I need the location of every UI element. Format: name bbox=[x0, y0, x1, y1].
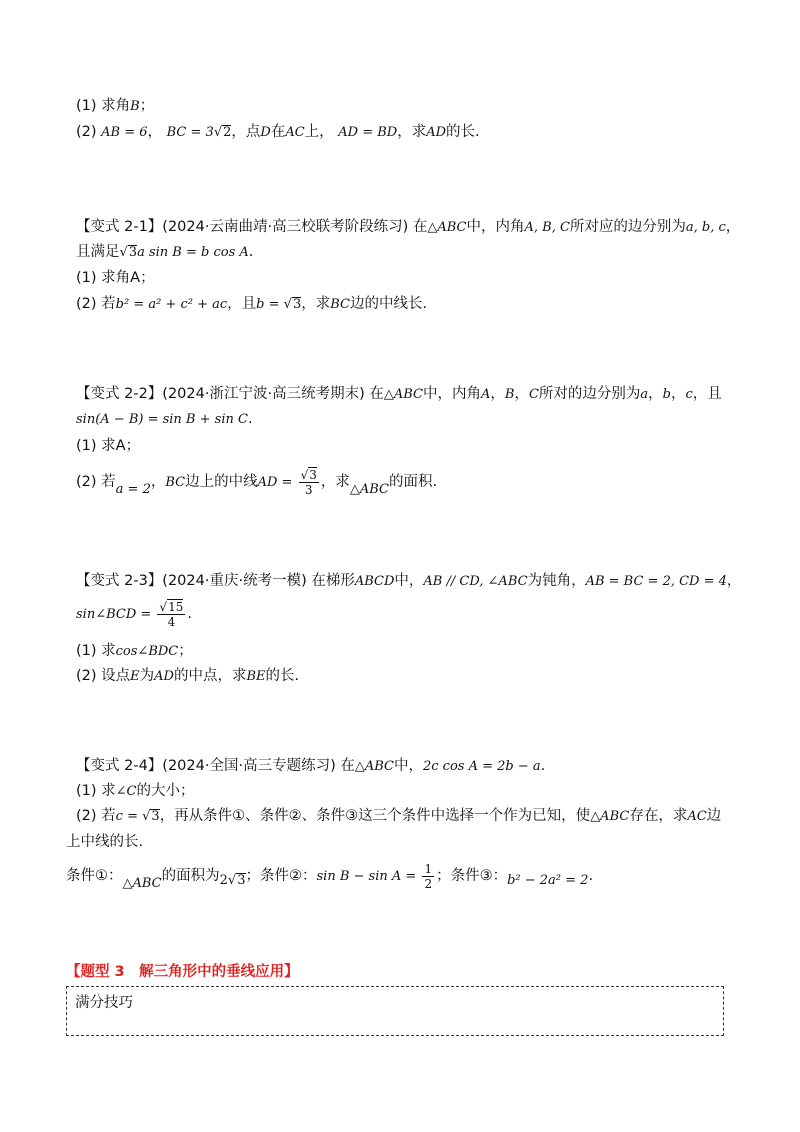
math-var: a bbox=[640, 387, 649, 402]
text: (1) 求 bbox=[76, 643, 116, 659]
v22-line2 bbox=[76, 409, 253, 430]
fraction bbox=[157, 599, 185, 629]
math-expr: sin B − sin A = bbox=[316, 869, 421, 884]
text: . bbox=[247, 411, 253, 427]
sqrt-sign: √ bbox=[159, 600, 168, 614]
v24-q2 bbox=[76, 806, 721, 827]
math-expr: sin∠BCD = bbox=[76, 607, 156, 622]
text: ，求 bbox=[301, 296, 331, 312]
v23-q2 bbox=[76, 666, 299, 687]
math-expr: △ABC bbox=[383, 387, 423, 402]
text: ， bbox=[490, 386, 505, 402]
math-expr: 2 bbox=[219, 873, 228, 888]
problem-top-q1 bbox=[76, 96, 154, 117]
source-text: (2024·浙江宁波·高三统考期末) bbox=[162, 386, 365, 402]
fraction-numerator: 1 bbox=[424, 861, 433, 876]
text: 在 bbox=[270, 124, 286, 140]
text: . bbox=[248, 244, 254, 260]
math-expr: a sin B = b cos A bbox=[137, 245, 249, 260]
text: (2) 设点 bbox=[76, 668, 131, 684]
math-var: BC bbox=[165, 475, 186, 490]
v24-q2-line2: 上中线的长. bbox=[66, 834, 144, 850]
text: 中，内角 bbox=[422, 386, 481, 402]
text: ； bbox=[139, 98, 155, 114]
sqrt-sign: √ bbox=[119, 245, 128, 260]
math-var: E bbox=[130, 669, 140, 684]
math-expr: AB = 6 bbox=[101, 125, 148, 140]
sqrt-radicand: 3 bbox=[151, 809, 160, 824]
source-text: (2024·全国·高三专题练习) bbox=[162, 758, 336, 774]
math-expr: AB = BC = 2, CD = 4 bbox=[585, 574, 727, 589]
math-expr: △ABC bbox=[349, 482, 389, 497]
sqrt-radicand: 3 bbox=[309, 468, 317, 482]
text: ，且 bbox=[227, 296, 257, 312]
v24-q1 bbox=[76, 781, 195, 802]
math-expr: cos∠BDC bbox=[115, 644, 179, 659]
text: ，求 bbox=[397, 124, 427, 140]
text: 的面积. bbox=[389, 474, 438, 490]
text: . bbox=[187, 606, 192, 622]
tips-box-title: 满分技巧 bbox=[75, 995, 133, 1011]
text: ，点 bbox=[231, 124, 261, 140]
text: 在梯形 bbox=[311, 573, 355, 589]
v21-q2 bbox=[76, 294, 427, 315]
math-expr: △ABC bbox=[354, 759, 394, 774]
fraction bbox=[299, 467, 319, 497]
math-expr: AB // CD, ∠ABC bbox=[423, 574, 528, 589]
text: 边上的中线 bbox=[185, 474, 258, 490]
text: 的长. bbox=[265, 668, 300, 684]
text: 中， bbox=[394, 573, 424, 589]
problem-top-q2 bbox=[76, 122, 480, 143]
math-expr: A, B, C bbox=[524, 220, 570, 235]
sqrt-sign: √ bbox=[300, 468, 309, 482]
text: ，求 bbox=[320, 474, 350, 490]
math-expr: a = 2 bbox=[115, 482, 151, 497]
v23-line2 bbox=[76, 598, 192, 631]
sqrt-radicand: 2 bbox=[223, 125, 232, 140]
math-expr: b = bbox=[256, 297, 284, 312]
math-var: AD bbox=[154, 669, 174, 684]
text: 所对的边分别为 bbox=[538, 386, 641, 402]
text: ， bbox=[150, 474, 166, 490]
fraction bbox=[422, 862, 434, 891]
math-var: AD bbox=[426, 125, 447, 140]
text: ， bbox=[147, 124, 163, 140]
text: ， bbox=[725, 219, 741, 235]
v21-line1 bbox=[76, 217, 740, 238]
math-expr: b² = a² + c² + ac bbox=[115, 297, 228, 312]
text: 的大小； bbox=[136, 783, 195, 799]
v24-conditions bbox=[66, 860, 593, 893]
sqrt-radicand: 3 bbox=[128, 245, 138, 260]
text: (1) 求 bbox=[76, 783, 116, 799]
fraction-denominator: 4 bbox=[167, 615, 176, 629]
text: (2) 若 bbox=[76, 808, 116, 824]
math-expr: a, b, c bbox=[685, 220, 726, 235]
math-expr: 2c cos A = 2b − a bbox=[422, 759, 541, 774]
text: 边 bbox=[706, 808, 722, 824]
v21-q1: (1) 求角A； bbox=[76, 270, 155, 286]
text: 在 bbox=[412, 219, 428, 235]
math-var: B bbox=[130, 99, 140, 114]
math-expr: sin(A − B) = sin B + sin C bbox=[76, 412, 248, 427]
math-var: AC bbox=[285, 125, 305, 140]
text: ，再从条件①、条件②、条件③这三个条件中选择一个作为已知，使 bbox=[159, 808, 591, 824]
fraction-denominator: 3 bbox=[304, 483, 313, 497]
v22-q2 bbox=[76, 466, 437, 499]
math-expr: c = bbox=[115, 809, 143, 824]
text: 为钝角， bbox=[527, 573, 586, 589]
sqrt-sign: √ bbox=[283, 297, 292, 312]
text: 的面积为 bbox=[161, 868, 220, 884]
text: 所对应的边分别为 bbox=[569, 219, 686, 235]
text: 的长. bbox=[446, 124, 480, 140]
text: 上， bbox=[304, 124, 334, 140]
math-var: A bbox=[480, 387, 491, 402]
sqrt-sign: √ bbox=[227, 873, 237, 888]
math-var: B bbox=[504, 387, 515, 402]
text: . bbox=[588, 868, 594, 884]
text: ， bbox=[726, 573, 742, 589]
math-var: D bbox=[260, 125, 271, 140]
math-var: b bbox=[662, 387, 671, 402]
sqrt-radicand: 3 bbox=[292, 297, 302, 312]
text: ， bbox=[514, 386, 529, 402]
v21-line2 bbox=[76, 242, 253, 263]
text: (2) 若 bbox=[76, 474, 116, 490]
condition-label: ；条件③： bbox=[436, 868, 508, 884]
text: 中，内角 bbox=[466, 219, 525, 235]
text: ， bbox=[670, 386, 686, 402]
math-expr: BC = 3 bbox=[166, 125, 214, 140]
section-title: 【题型 3 解三角形中的垂线应用】 bbox=[66, 964, 299, 980]
variant-tag: 【变式 2-4】 bbox=[76, 758, 163, 774]
math-expr: ∠C bbox=[115, 784, 137, 799]
variant-tag: 【变式 2-2】 bbox=[76, 386, 163, 402]
sqrt-sign: √ bbox=[142, 809, 151, 824]
text: 边的中线长. bbox=[349, 296, 428, 312]
text: (1) 求角 bbox=[76, 98, 131, 114]
math-var: BC bbox=[330, 297, 350, 312]
math-expr: △ABC bbox=[590, 809, 630, 824]
condition-label: 条件①： bbox=[66, 868, 123, 884]
variant-tag: 【变式 2-1】 bbox=[76, 219, 163, 235]
sqrt-radicand: 15 bbox=[168, 600, 184, 614]
v24-line1 bbox=[76, 756, 545, 777]
text: 存在，求 bbox=[629, 808, 688, 824]
v22-q1: (1) 求A； bbox=[76, 438, 141, 454]
text: ， bbox=[648, 386, 663, 402]
math-expr: △ABC bbox=[122, 876, 162, 891]
math-var: AC bbox=[687, 809, 707, 824]
math-expr: △ABC bbox=[427, 220, 467, 235]
sqrt-sign: √ bbox=[213, 125, 223, 140]
math-var: BE bbox=[246, 669, 266, 684]
condition-label: ；条件②： bbox=[245, 868, 317, 884]
text: ，且 bbox=[692, 386, 722, 402]
text: . bbox=[540, 758, 546, 774]
text: 在 bbox=[369, 386, 384, 402]
v22-line1 bbox=[76, 384, 722, 405]
sqrt-radicand: 3 bbox=[237, 873, 246, 888]
math-var: ABCD bbox=[354, 574, 395, 589]
variant-tag: 【变式 2-3】 bbox=[76, 573, 163, 589]
math-expr: AD = BD bbox=[338, 125, 398, 140]
text: ； bbox=[178, 643, 193, 659]
text: 为 bbox=[139, 668, 155, 684]
text: (2) 若 bbox=[76, 296, 116, 312]
v23-q1 bbox=[76, 641, 193, 662]
text: 中， bbox=[393, 758, 423, 774]
math-var: c bbox=[685, 387, 693, 402]
text: 在 bbox=[340, 758, 355, 774]
v23-line1 bbox=[76, 571, 741, 592]
text: (2) bbox=[76, 124, 102, 140]
text: 且满足 bbox=[76, 244, 120, 260]
text: 的中点，求 bbox=[173, 668, 247, 684]
source-text: (2024·云南曲靖·高三校联考阶段练习) bbox=[162, 219, 409, 235]
source-text: (2024·重庆·统考一模) bbox=[162, 573, 307, 589]
tips-box bbox=[66, 986, 724, 1036]
math-expr: b² − 2a² = 2 bbox=[507, 873, 589, 888]
fraction-denominator: 2 bbox=[424, 876, 433, 891]
math-expr: AD = bbox=[257, 475, 297, 490]
math-var: C bbox=[528, 387, 539, 402]
